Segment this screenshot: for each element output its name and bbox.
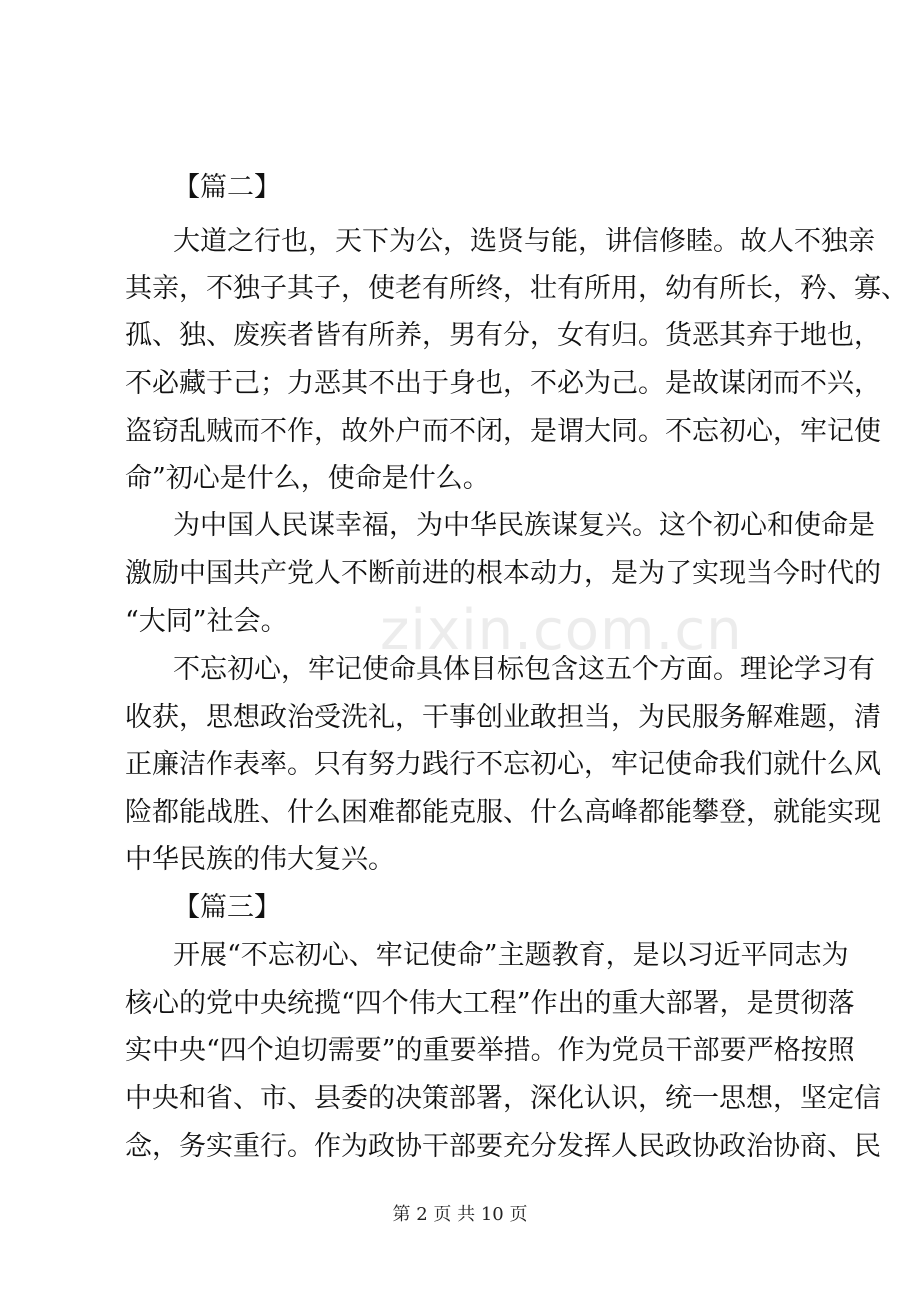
- paragraph-line: 实中央“四个迫切需要”的重要举措。作为党员干部要严格按照: [125, 1035, 855, 1066]
- paragraph-line: 其亲，不独子其子，使老有所终，壮有所用，幼有所长，矜、寡、: [125, 273, 908, 304]
- paragraph-line: 为中国人民谋幸福，为中华民族谋复兴。这个初心和使命是: [173, 510, 875, 541]
- paragraph-line: 孤、独、废疾者皆有所养，男有分，女有归。货恶其弃于地也，: [125, 320, 881, 351]
- paragraph-line: 险都能战胜、什么困难都能克服、什么高峰都能攀登，就能实现: [125, 797, 881, 828]
- paragraph-line: 核心的党中央统揽“四个伟大工程”作出的重大部署，是贯彻落: [125, 988, 855, 1019]
- section-heading: 【篇二】: [173, 172, 281, 203]
- paragraph-line: 不忘初心，牢记使命具体目标包含这五个方面。理论学习有: [173, 654, 875, 685]
- paragraph-line: 命”初心是什么，使命是什么。: [125, 463, 490, 494]
- paragraph-line: 激励中国共产党人不断前进的根本动力，是为了实现当今时代的: [125, 558, 881, 589]
- paragraph-line: 中华民族的伟大复兴。: [125, 844, 395, 875]
- paragraph-line: 正廉洁作表率。只有努力践行不忘初心，牢记使命我们就什么风: [125, 749, 881, 780]
- paragraph-line: “大同”社会。: [125, 606, 288, 637]
- paragraph-line: 大道之行也，天下为公，选贤与能，讲信修睦。故人不独亲: [173, 226, 875, 257]
- paragraph-line: 盗窃乱贼而不作，故外户而不闭，是谓大同。不忘初心，牢记使: [125, 416, 881, 447]
- paragraph-line: 收获，思想政治受洗礼，干事创业敢担当，为民服务解难题，清: [125, 702, 881, 733]
- page-footer: 第 2 页 共 10 页: [392, 1204, 528, 1225]
- paragraph-line: 不必藏于己；力恶其不出于身也，不必为己。是故谋闭而不兴，: [125, 368, 881, 399]
- paragraph-line: 念，务实重行。作为政协干部要充分发挥人民政协政治协商、民: [125, 1131, 881, 1162]
- paragraph-line: 中央和省、市、县委的决策部署，深化认识，统一思想，坚定信: [125, 1083, 881, 1114]
- watermark-text: zixin.com.cn: [380, 598, 743, 663]
- paragraph-line: 开展“不忘初心、牢记使命”主题教育，是以习近平同志为: [173, 940, 849, 971]
- section-heading: 【篇三】: [173, 892, 281, 923]
